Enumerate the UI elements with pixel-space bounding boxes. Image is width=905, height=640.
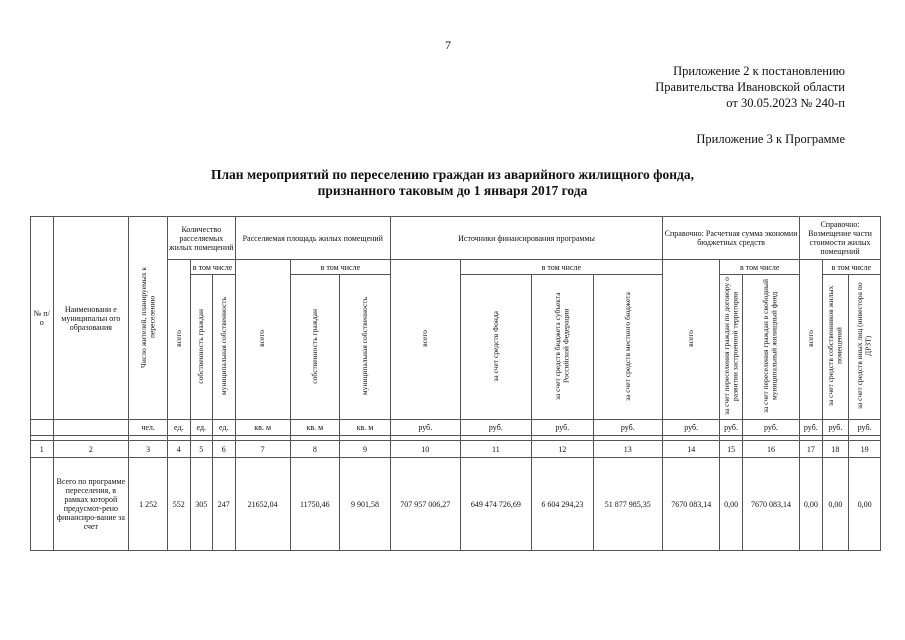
row-value: 0,00 [800,458,823,551]
col-number: 4 [168,441,191,458]
title-line-2: признанного таковым до 1 января 2017 года [317,183,588,198]
unit-cell: ед. [213,420,236,436]
row-value: 0,00 [720,458,743,551]
col-number: 17 [800,441,823,458]
unit-cell: ед. [168,420,191,436]
savings-contract: за счет переселения граждан по договору о развитии застроенной территории [720,275,743,420]
header-savings: Справочно: Расчетная сумма экономии бюджетных средств [663,217,800,260]
source-local: за счет средств местного бюджета [593,275,663,420]
savings-total: всего [663,260,720,420]
units-row [31,420,881,436]
col-number: 14 [663,441,720,458]
savings-free-fund: за счет переселения граждан в свободный муниципальный жилищный фонд [742,275,799,420]
rooms-citizens: собственность граждан [190,275,213,420]
unit-cell: чел. [129,420,168,436]
sources-total: всего [391,260,461,420]
row-value: 0,00 [822,458,849,551]
col-number: 2 [53,441,129,458]
unit-cell: руб. [742,420,799,436]
area-citizens: собственность граждан [290,275,339,420]
source-regional: за счет средств бюджета субъекта Российской Федерации [532,275,593,420]
unit-cell: руб. [720,420,743,436]
row-value: 7670 083,14 [663,458,720,551]
unit-cell: руб. [800,420,823,436]
header-rooms: Количество расселяемых жилых помещений [168,217,236,260]
page-number: 7 [445,38,451,52]
unit-cell [31,420,54,436]
header-area: Расселяемая площадь жилых помещений [235,217,390,260]
unit-cell: кв. м [339,420,390,436]
col-number: 7 [235,441,290,458]
header-sources: Источники финансирования программы [391,217,663,260]
unit-cell: руб. [391,420,461,436]
col-number: 3 [129,441,168,458]
col-number: 19 [849,441,881,458]
row-value: 1 252 [129,458,168,551]
col-number: 8 [290,441,339,458]
col-number: 6 [213,441,236,458]
compensation-incl: в том числе [822,260,880,275]
unit-cell: руб. [663,420,720,436]
table-row [31,458,881,551]
document-title [0,167,905,199]
row-value: 552 [168,458,191,551]
unit-cell [53,420,129,436]
col-number: 16 [742,441,799,458]
area-municipal: муниципальная собственность [339,275,390,420]
program-appendix: Приложение 3 к Программе [696,132,845,146]
col-number: 5 [190,441,213,458]
source-fund: за счет средств Фонда [460,275,532,420]
unit-cell: руб. [849,420,881,436]
appendix-line-3: от 30.05.2023 № 240-п [726,96,845,110]
rooms-total: всего [168,260,191,420]
col-number: 18 [822,441,849,458]
unit-cell: кв. м [290,420,339,436]
rooms-incl: в том числе [190,260,235,275]
row-name: Всего по программе переселения, в рамках которой предусмот-рено финансиро-вание за счет [53,458,129,551]
rooms-municipal: муниципальная собственность [213,275,236,420]
col-number: 12 [532,441,593,458]
compensation-other: за счет средств иных лиц (инвестора по ДРЗТ) [849,275,881,420]
unit-cell: кв. м [235,420,290,436]
area-incl: в том числе [290,260,390,275]
header-number: № п/о [31,217,54,420]
row-value: 247 [213,458,236,551]
compensation-total: всего [800,260,823,420]
unit-cell: руб. [460,420,532,436]
sources-incl: в том числе [460,260,663,275]
appendix-header [655,63,845,111]
col-number: 1 [31,441,54,458]
savings-incl: в том числе [720,260,800,275]
row-value: 51 877 985,35 [593,458,663,551]
row-value: 21652,04 [235,458,290,551]
resettlement-table [30,216,881,551]
compensation-owners: за счет средств собственников жилых помещений [822,275,849,420]
row-value: 0,00 [849,458,881,551]
unit-cell: ед. [190,420,213,436]
col-number: 13 [593,441,663,458]
unit-cell: руб. [532,420,593,436]
column-numbers-row [31,441,881,458]
header-compensation: Справочно: Возмещение части стоимости жилых помещений [800,217,881,260]
row-value: 9 901,58 [339,458,390,551]
row-number [31,458,54,551]
appendix-line-1: Приложение 2 к постановлению [673,64,845,78]
row-value: 7670 083,14 [742,458,799,551]
header-municipality: Наименовани е муниципальн ого образования [53,217,129,420]
row-value: 11750,46 [290,458,339,551]
col-number: 9 [339,441,390,458]
row-value: 6 604 294,23 [532,458,593,551]
area-total: всего [235,260,290,420]
col-number: 11 [460,441,532,458]
row-value: 649 474 726,69 [460,458,532,551]
row-value: 707 957 006,27 [391,458,461,551]
header-residents: Число жителей, планируемых к переселению [129,217,168,420]
col-number: 10 [391,441,461,458]
appendix-line-2: Правительства Ивановской области [655,80,845,94]
unit-cell: руб. [822,420,849,436]
row-value: 305 [190,458,213,551]
col-number: 15 [720,441,743,458]
title-line-1: План мероприятий по переселению граждан из аварийного жилищного фонда, [210,167,695,182]
unit-cell: руб. [593,420,663,436]
